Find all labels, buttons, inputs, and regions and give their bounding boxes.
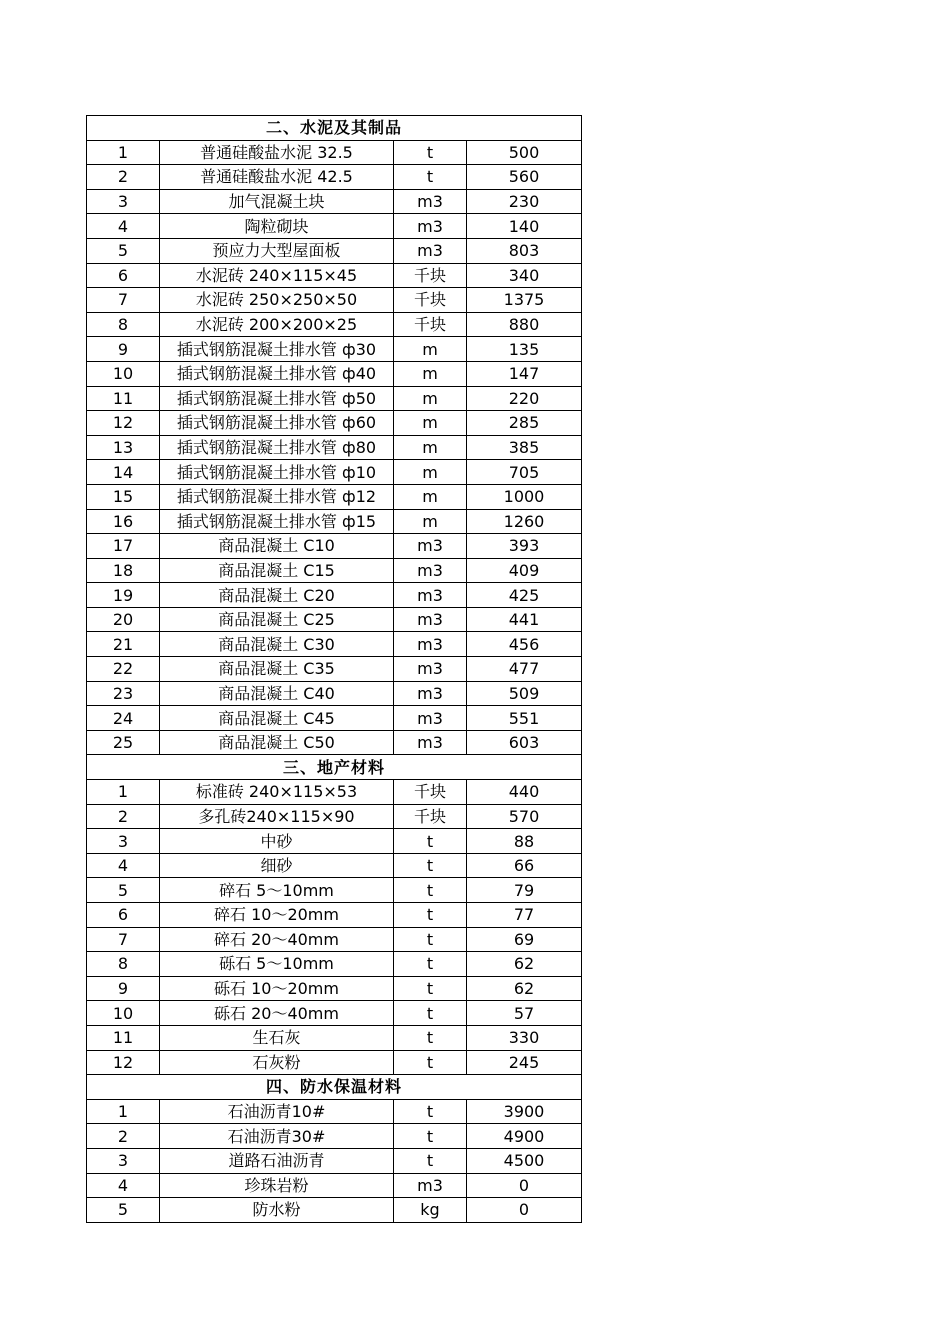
table-row — [87, 681, 582, 706]
material-name: 细砂 — [260, 856, 293, 876]
material-name: 生石灰 — [252, 1028, 301, 1048]
row-number-cell: 3 — [87, 189, 160, 214]
unit-cell: m3 — [394, 706, 467, 731]
material-name: 水泥砖 250×250×50 — [195, 290, 358, 310]
price-cell: 803 — [467, 238, 582, 263]
material-name: 商品混凝土 C45 — [218, 708, 335, 728]
unit-cell: t — [394, 1099, 467, 1124]
price-cell: 393 — [467, 534, 582, 559]
section-title: 四、防水保温材料 — [87, 1075, 582, 1100]
material-name: 商品混凝土 C40 — [218, 683, 335, 703]
material-name: 碎石 5～10mm — [219, 880, 334, 900]
row-number-cell: 15 — [87, 484, 160, 509]
price-cell: 147 — [467, 361, 582, 386]
table-row — [87, 189, 582, 214]
unit-cell: t — [394, 829, 467, 854]
unit-cell: t — [394, 903, 467, 928]
row-number-cell: 10 — [87, 361, 160, 386]
material-name-cell — [160, 460, 394, 485]
unit-cell: m3 — [394, 607, 467, 632]
row-number-cell: 8 — [87, 952, 160, 977]
material-name-cell — [160, 189, 394, 214]
material-name-cell — [160, 1025, 394, 1050]
table-row — [87, 509, 582, 534]
material-name-cell — [160, 706, 394, 731]
row-number-cell: 9 — [87, 337, 160, 362]
material-name-cell — [160, 927, 394, 952]
row-number-cell: 2 — [87, 165, 160, 190]
material-name-cell — [160, 361, 394, 386]
section-header-row — [87, 755, 582, 780]
table-row — [87, 730, 582, 755]
table-row — [87, 411, 582, 436]
row-number-cell: 10 — [87, 1001, 160, 1026]
material-name: 多孔砖240×115×90 — [198, 806, 355, 826]
material-name: 普通硅酸盐水泥 32.5 — [200, 142, 353, 162]
price-cell: 0 — [467, 1198, 582, 1223]
price-cell: 66 — [467, 853, 582, 878]
material-name-cell — [160, 534, 394, 559]
material-name: 石灰粉 — [252, 1052, 301, 1072]
unit-cell: t — [394, 1148, 467, 1173]
price-cell: 0 — [467, 1173, 582, 1198]
material-name: 插式钢筋混凝土排水管 ф60 — [176, 413, 377, 433]
price-cell: 340 — [467, 263, 582, 288]
material-name-cell — [160, 165, 394, 190]
table-row — [87, 460, 582, 485]
table-row — [87, 386, 582, 411]
row-number-cell: 11 — [87, 1025, 160, 1050]
material-name-cell — [160, 140, 394, 165]
unit-cell: t — [394, 140, 467, 165]
unit-cell: t — [394, 952, 467, 977]
material-name-cell — [160, 1050, 394, 1075]
material-name: 插式钢筋混凝土排水管 ф40 — [176, 364, 377, 384]
material-name: 砾石 10～20mm — [214, 979, 339, 999]
row-number-cell: 2 — [87, 804, 160, 829]
material-name-cell — [160, 1099, 394, 1124]
section-title: 三、地产材料 — [87, 755, 582, 780]
table-row — [87, 140, 582, 165]
row-number-cell: 12 — [87, 1050, 160, 1075]
material-name: 普通硅酸盐水泥 42.5 — [200, 167, 353, 187]
table-row — [87, 214, 582, 239]
row-number-cell: 8 — [87, 312, 160, 337]
table-row — [87, 165, 582, 190]
material-name-cell — [160, 1198, 394, 1223]
price-table-body — [87, 116, 582, 1223]
price-cell: 4500 — [467, 1148, 582, 1173]
material-name: 珍珠岩粉 — [244, 1175, 309, 1195]
material-name: 标准砖 240×115×53 — [195, 782, 358, 802]
price-cell: 705 — [467, 460, 582, 485]
table-row — [87, 263, 582, 288]
unit-cell: m — [394, 361, 467, 386]
material-name-cell — [160, 1148, 394, 1173]
table-row — [87, 878, 582, 903]
row-number-cell: 7 — [87, 927, 160, 952]
material-name: 商品混凝土 C50 — [218, 733, 335, 753]
price-cell: 245 — [467, 1050, 582, 1075]
material-name: 砾石 5～10mm — [219, 954, 334, 974]
unit-cell: m3 — [394, 583, 467, 608]
unit-cell: kg — [394, 1198, 467, 1223]
table-row — [87, 312, 582, 337]
unit-cell: m — [394, 509, 467, 534]
unit-cell: m3 — [394, 189, 467, 214]
material-name: 砾石 20～40mm — [214, 1003, 339, 1023]
unit-cell: m3 — [394, 558, 467, 583]
unit-cell: t — [394, 1124, 467, 1149]
material-name: 插式钢筋混凝土排水管 ф10 — [176, 462, 377, 482]
row-number-cell: 21 — [87, 632, 160, 657]
material-name: 水泥砖 200×200×25 — [195, 315, 358, 335]
row-number-cell: 2 — [87, 1124, 160, 1149]
material-name: 陶粒砌块 — [244, 216, 309, 236]
table-row — [87, 632, 582, 657]
row-number-cell: 22 — [87, 657, 160, 682]
material-name: 插式钢筋混凝土排水管 ф15 — [176, 511, 377, 531]
section-header-row — [87, 1075, 582, 1100]
row-number-cell: 7 — [87, 288, 160, 313]
price-cell: 477 — [467, 657, 582, 682]
table-row — [87, 903, 582, 928]
material-name: 商品混凝土 C20 — [218, 585, 335, 605]
material-name: 中砂 — [260, 831, 293, 851]
row-number-cell: 4 — [87, 853, 160, 878]
table-row — [87, 435, 582, 460]
material-name-cell — [160, 238, 394, 263]
unit-cell: 千块 — [394, 312, 467, 337]
material-name: 商品混凝土 C25 — [218, 610, 335, 630]
table-row — [87, 361, 582, 386]
price-cell: 79 — [467, 878, 582, 903]
row-number-cell: 6 — [87, 263, 160, 288]
material-name-cell — [160, 829, 394, 854]
price-cell: 456 — [467, 632, 582, 657]
unit-cell: t — [394, 165, 467, 190]
price-cell: 88 — [467, 829, 582, 854]
unit-cell: t — [394, 878, 467, 903]
unit-cell: m3 — [394, 730, 467, 755]
material-name: 石油沥青30# — [227, 1126, 326, 1146]
material-name: 商品混凝土 C10 — [218, 536, 335, 556]
table-row — [87, 288, 582, 313]
price-cell: 385 — [467, 435, 582, 460]
material-name: 碎石 20～40mm — [214, 929, 339, 949]
table-row — [87, 1025, 582, 1050]
unit-cell: t — [394, 853, 467, 878]
row-number-cell: 5 — [87, 1198, 160, 1223]
material-name-cell — [160, 435, 394, 460]
row-number-cell: 9 — [87, 976, 160, 1001]
price-cell: 440 — [467, 780, 582, 805]
section-header-row — [87, 116, 582, 141]
material-name-cell — [160, 509, 394, 534]
table-row — [87, 607, 582, 632]
table-row — [87, 558, 582, 583]
price-cell: 1375 — [467, 288, 582, 313]
material-name-cell — [160, 976, 394, 1001]
material-name-cell — [160, 632, 394, 657]
price-cell: 880 — [467, 312, 582, 337]
material-name-cell — [160, 312, 394, 337]
price-cell: 140 — [467, 214, 582, 239]
material-name-cell — [160, 681, 394, 706]
row-number-cell: 14 — [87, 460, 160, 485]
table-row — [87, 804, 582, 829]
price-cell: 509 — [467, 681, 582, 706]
price-cell: 3900 — [467, 1099, 582, 1124]
material-name-cell — [160, 411, 394, 436]
row-number-cell: 1 — [87, 780, 160, 805]
unit-cell: m3 — [394, 238, 467, 263]
unit-cell: m3 — [394, 657, 467, 682]
unit-cell: m — [394, 386, 467, 411]
material-name-cell — [160, 1001, 394, 1026]
table-row — [87, 484, 582, 509]
table-row — [87, 976, 582, 1001]
price-cell: 220 — [467, 386, 582, 411]
material-name: 预应力大型屋面板 — [212, 241, 341, 261]
unit-cell: m — [394, 435, 467, 460]
material-name-cell — [160, 657, 394, 682]
price-cell: 69 — [467, 927, 582, 952]
table-row — [87, 238, 582, 263]
price-cell: 425 — [467, 583, 582, 608]
table-row — [87, 952, 582, 977]
material-name: 插式钢筋混凝土排水管 ф80 — [176, 438, 377, 458]
material-name: 碎石 10～20mm — [214, 905, 339, 925]
table-row — [87, 1173, 582, 1198]
price-cell: 560 — [467, 165, 582, 190]
row-number-cell: 17 — [87, 534, 160, 559]
material-name: 道路石油沥青 — [228, 1151, 325, 1171]
material-name-cell — [160, 853, 394, 878]
row-number-cell: 3 — [87, 829, 160, 854]
table-row — [87, 1099, 582, 1124]
price-cell: 77 — [467, 903, 582, 928]
material-name: 加气混凝土块 — [228, 192, 325, 212]
row-number-cell: 6 — [87, 903, 160, 928]
row-number-cell: 24 — [87, 706, 160, 731]
price-cell: 4900 — [467, 1124, 582, 1149]
unit-cell: m3 — [394, 214, 467, 239]
unit-cell: 千块 — [394, 780, 467, 805]
price-cell: 285 — [467, 411, 582, 436]
material-name-cell — [160, 1124, 394, 1149]
material-name-cell — [160, 214, 394, 239]
section-title: 二、水泥及其制品 — [87, 116, 582, 141]
material-name-cell — [160, 607, 394, 632]
unit-cell: m — [394, 411, 467, 436]
material-name: 插式钢筋混凝土排水管 ф30 — [176, 339, 377, 359]
material-name-cell — [160, 583, 394, 608]
table-row — [87, 534, 582, 559]
row-number-cell: 4 — [87, 1173, 160, 1198]
unit-cell: m3 — [394, 681, 467, 706]
material-name-cell — [160, 903, 394, 928]
unit-cell: 千块 — [394, 263, 467, 288]
price-cell: 500 — [467, 140, 582, 165]
price-cell: 62 — [467, 976, 582, 1001]
material-name-cell — [160, 337, 394, 362]
unit-cell: 千块 — [394, 288, 467, 313]
table-row — [87, 706, 582, 731]
material-name: 插式钢筋混凝土排水管 ф12 — [176, 487, 377, 507]
row-number-cell: 19 — [87, 583, 160, 608]
material-name-cell — [160, 558, 394, 583]
material-name-cell — [160, 288, 394, 313]
row-number-cell: 25 — [87, 730, 160, 755]
price-cell: 409 — [467, 558, 582, 583]
material-name-cell — [160, 804, 394, 829]
material-name: 防水粉 — [252, 1200, 301, 1220]
material-name-cell — [160, 730, 394, 755]
price-cell: 57 — [467, 1001, 582, 1026]
material-name-cell — [160, 484, 394, 509]
unit-cell: t — [394, 1001, 467, 1026]
table-row — [87, 657, 582, 682]
material-name: 水泥砖 240×115×45 — [195, 265, 358, 285]
price-cell: 603 — [467, 730, 582, 755]
row-number-cell: 11 — [87, 386, 160, 411]
table-row — [87, 1001, 582, 1026]
row-number-cell: 3 — [87, 1148, 160, 1173]
price-cell: 551 — [467, 706, 582, 731]
unit-cell: t — [394, 976, 467, 1001]
material-name: 商品混凝土 C35 — [218, 659, 335, 679]
price-cell: 62 — [467, 952, 582, 977]
row-number-cell: 12 — [87, 411, 160, 436]
row-number-cell: 1 — [87, 1099, 160, 1124]
row-number-cell: 5 — [87, 878, 160, 903]
price-cell: 135 — [467, 337, 582, 362]
price-table — [86, 115, 582, 1223]
row-number-cell: 1 — [87, 140, 160, 165]
material-name: 商品混凝土 C15 — [218, 560, 335, 580]
unit-cell: t — [394, 1025, 467, 1050]
unit-cell: t — [394, 927, 467, 952]
material-name: 商品混凝土 C30 — [218, 634, 335, 654]
price-cell: 441 — [467, 607, 582, 632]
material-name-cell — [160, 1173, 394, 1198]
unit-cell: t — [394, 1050, 467, 1075]
row-number-cell: 18 — [87, 558, 160, 583]
row-number-cell: 20 — [87, 607, 160, 632]
material-name-cell — [160, 386, 394, 411]
row-number-cell: 16 — [87, 509, 160, 534]
table-row — [87, 780, 582, 805]
price-cell: 330 — [467, 1025, 582, 1050]
table-row — [87, 583, 582, 608]
table-row — [87, 1050, 582, 1075]
table-row — [87, 853, 582, 878]
unit-cell: m3 — [394, 632, 467, 657]
material-name-cell — [160, 263, 394, 288]
row-number-cell: 13 — [87, 435, 160, 460]
unit-cell: m — [394, 460, 467, 485]
row-number-cell: 5 — [87, 238, 160, 263]
material-name: 插式钢筋混凝土排水管 ф50 — [176, 388, 377, 408]
unit-cell: 千块 — [394, 804, 467, 829]
table-row — [87, 829, 582, 854]
row-number-cell: 4 — [87, 214, 160, 239]
material-name: 石油沥青10# — [227, 1102, 326, 1122]
material-name-cell — [160, 780, 394, 805]
price-cell: 570 — [467, 804, 582, 829]
table-row — [87, 1148, 582, 1173]
table-row — [87, 1198, 582, 1223]
table-row — [87, 927, 582, 952]
price-cell: 1000 — [467, 484, 582, 509]
table-row — [87, 337, 582, 362]
unit-cell: m — [394, 484, 467, 509]
price-cell: 1260 — [467, 509, 582, 534]
row-number-cell: 23 — [87, 681, 160, 706]
unit-cell: m3 — [394, 534, 467, 559]
price-cell: 230 — [467, 189, 582, 214]
unit-cell: m — [394, 337, 467, 362]
table-row — [87, 1124, 582, 1149]
unit-cell: m3 — [394, 1173, 467, 1198]
material-name-cell — [160, 878, 394, 903]
material-name-cell — [160, 952, 394, 977]
